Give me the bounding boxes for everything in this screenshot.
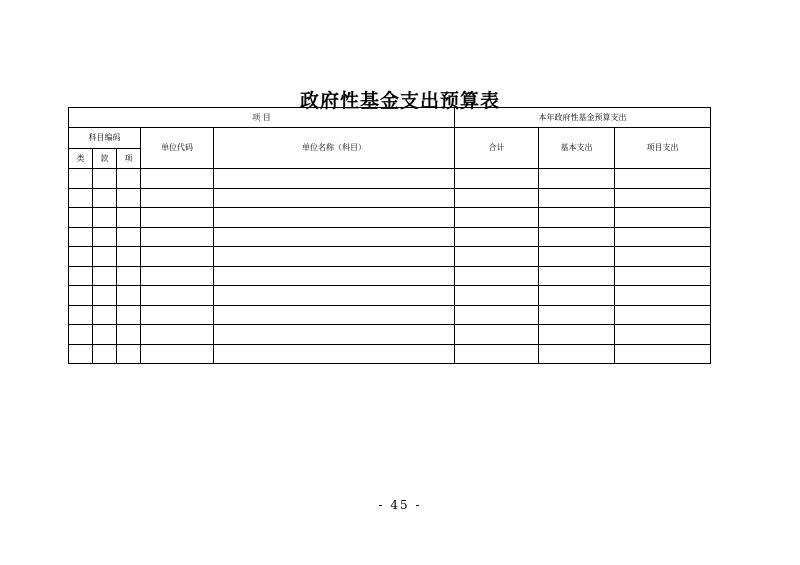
cell-basic [539, 208, 615, 228]
cell-project [615, 305, 711, 325]
cell-unit-name [214, 286, 455, 306]
cell-unit-name [214, 247, 455, 267]
cell-category [69, 305, 93, 325]
cell-category [69, 286, 93, 306]
cell-item [117, 286, 141, 306]
cell-unit-name [214, 169, 455, 189]
cell-total [455, 247, 539, 267]
cell-unit-code [141, 325, 214, 345]
cell-category [69, 169, 93, 189]
cell-section [93, 266, 117, 286]
cell-project [615, 286, 711, 306]
table-row [69, 247, 711, 267]
header-current-year-expenditure: 本年政府性基金预算支出 [455, 108, 711, 128]
header-section: 款 [93, 149, 117, 169]
cell-basic [539, 344, 615, 364]
cell-basic [539, 247, 615, 267]
cell-category [69, 325, 93, 345]
header-project: 项 目 [69, 108, 455, 128]
cell-unit-code [141, 266, 214, 286]
cell-project [615, 247, 711, 267]
cell-unit-code [141, 227, 214, 247]
cell-section [93, 305, 117, 325]
cell-project [615, 169, 711, 189]
cell-project [615, 266, 711, 286]
cell-total [455, 188, 539, 208]
budget-table [68, 107, 711, 364]
cell-basic [539, 305, 615, 325]
cell-unit-code [141, 305, 214, 325]
cell-item [117, 247, 141, 267]
page-number: - 45 - [378, 498, 422, 512]
cell-total [455, 227, 539, 247]
cell-item [117, 208, 141, 228]
header-unit-code: 单位代码 [141, 128, 214, 169]
header-basic-expenditure: 基本支出 [539, 128, 615, 169]
cell-category [69, 344, 93, 364]
cell-category [69, 247, 93, 267]
cell-item [117, 188, 141, 208]
header-item: 项 [117, 149, 141, 169]
cell-section [93, 247, 117, 267]
cell-project [615, 188, 711, 208]
cell-basic [539, 188, 615, 208]
cell-basic [539, 169, 615, 189]
cell-project [615, 344, 711, 364]
cell-total [455, 266, 539, 286]
header-row-top [69, 108, 711, 128]
cell-item [117, 305, 141, 325]
cell-total [455, 344, 539, 364]
table-row [69, 169, 711, 189]
header-total: 合计 [455, 128, 539, 169]
cell-unit-name [214, 344, 455, 364]
cell-section [93, 227, 117, 247]
table-row [69, 208, 711, 228]
cell-unit-code [141, 344, 214, 364]
table-row [69, 325, 711, 345]
cell-total [455, 325, 539, 345]
cell-basic [539, 266, 615, 286]
document-title: 政府性基金支出预算表 [299, 90, 500, 112]
cell-unit-code [141, 286, 214, 306]
cell-basic [539, 325, 615, 345]
cell-unit-code [141, 247, 214, 267]
table-row [69, 188, 711, 208]
cell-unit-name [214, 305, 455, 325]
cell-total [455, 208, 539, 228]
cell-category [69, 266, 93, 286]
cell-project [615, 208, 711, 228]
header-category: 类 [69, 149, 93, 169]
cell-section [93, 208, 117, 228]
cell-unit-code [141, 169, 214, 189]
cell-project [615, 325, 711, 345]
cell-item [117, 169, 141, 189]
cell-unit-code [141, 188, 214, 208]
cell-total [455, 286, 539, 306]
cell-basic [539, 227, 615, 247]
cell-unit-code [141, 208, 214, 228]
cell-section [93, 169, 117, 189]
cell-section [93, 286, 117, 306]
table-row [69, 305, 711, 325]
cell-total [455, 305, 539, 325]
table-row [69, 227, 711, 247]
table-row [69, 344, 711, 364]
header-unit-name: 单位名称（科目） [214, 128, 455, 169]
cell-section [93, 325, 117, 345]
cell-unit-name [214, 266, 455, 286]
cell-section [93, 188, 117, 208]
cell-unit-name [214, 208, 455, 228]
header-subject-code: 科目编码 [69, 128, 141, 149]
cell-total [455, 169, 539, 189]
cell-unit-name [214, 325, 455, 345]
cell-category [69, 208, 93, 228]
cell-item [117, 266, 141, 286]
cell-section [93, 344, 117, 364]
cell-unit-name [214, 188, 455, 208]
cell-basic [539, 286, 615, 306]
table-row [69, 266, 711, 286]
header-project-expenditure: 项目支出 [615, 128, 711, 169]
cell-unit-name [214, 227, 455, 247]
cell-project [615, 227, 711, 247]
cell-category [69, 188, 93, 208]
table-row [69, 286, 711, 306]
cell-category [69, 227, 93, 247]
cell-item [117, 325, 141, 345]
cell-item [117, 344, 141, 364]
header-row-middle [69, 128, 711, 149]
cell-item [117, 227, 141, 247]
